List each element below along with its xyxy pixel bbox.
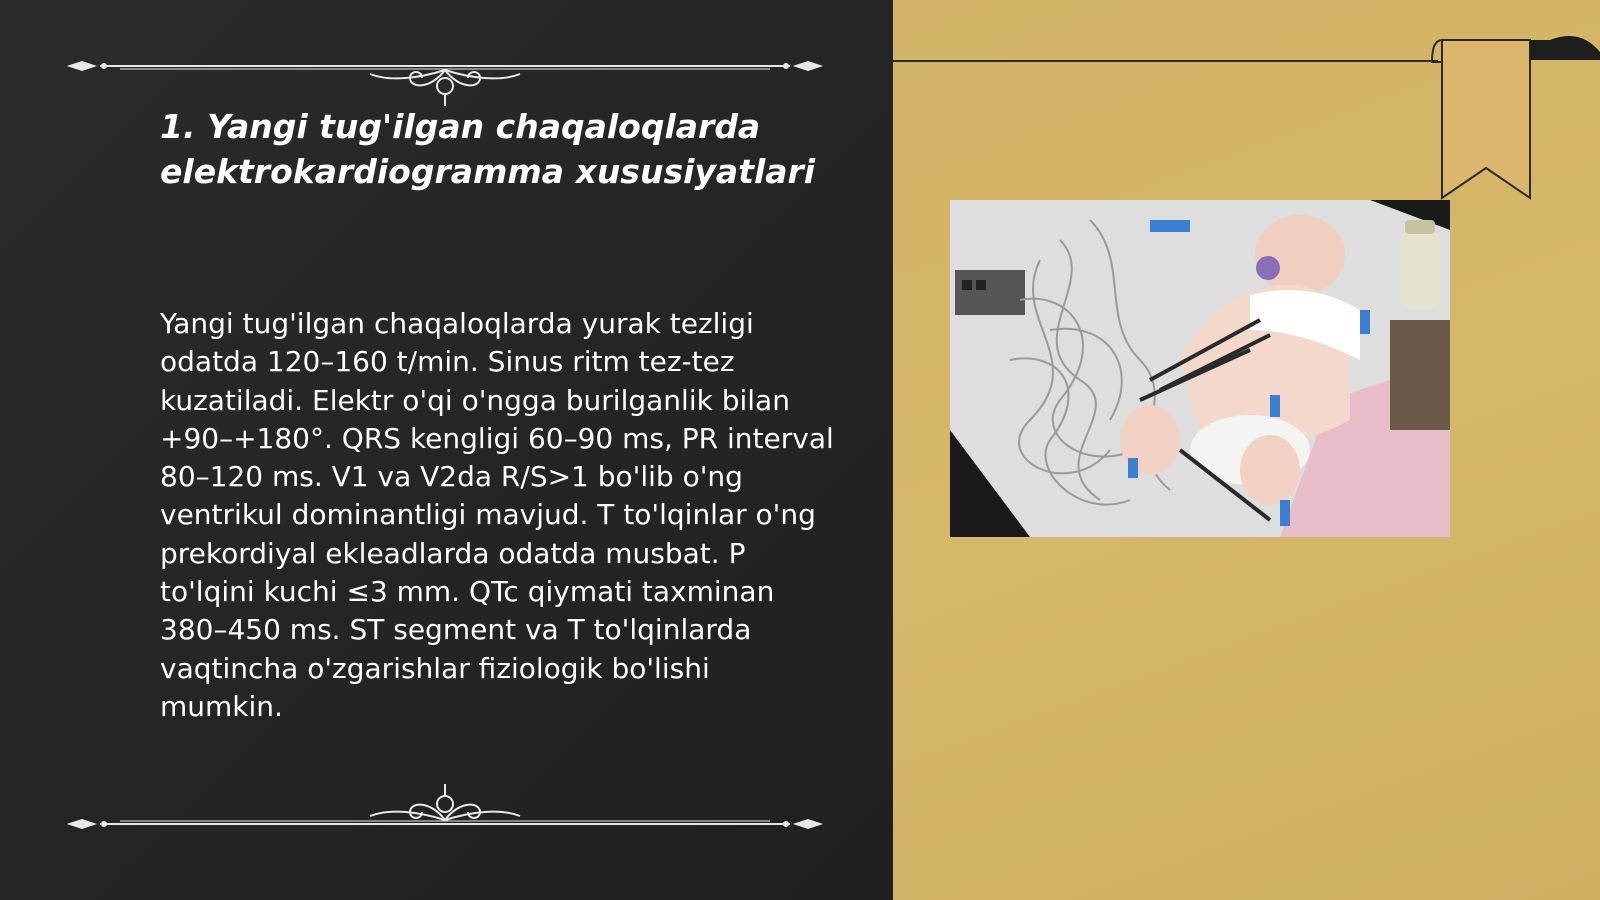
slide-title: 1. Yangi tug'ilgan chaqaloqlarda elektrokardiogramma xususiyatlari [160,107,816,191]
infant-ecg-image [950,200,1450,537]
top-scroll-divider-icon [60,40,830,110]
bookmark-ribbon-icon [1430,32,1600,202]
bottom-scroll-divider-icon [60,770,830,840]
slide-body-text: Yangi tug'ilgan chaqaloqlarda yurak tezligi odatda 120–160 t/min. Sinus ritm tez-tez kuzatiladi. Elektr o'qi o'ngga burilganlik bilan +90–+180°. QRS kengligi 60–90 ms, PR interval 80–120 ms. V1 va V2da R/S>1 bo'lib o'ng ventrikul dominantligi mavjud. T to'lqinlar o'ng prekordiyal ekleadlarda odatda musbat. P to'lqini kuchi ≤3 mm. QTc qiymati taxminan 380–450 ms. ST segment va T to'lqinlarda vaqtincha o'zgarishlar fiziologik bo'lishi mumkin. [160,307,834,723]
ecg-infant-photo [950,200,1450,537]
top-divider-line [893,60,1438,62]
